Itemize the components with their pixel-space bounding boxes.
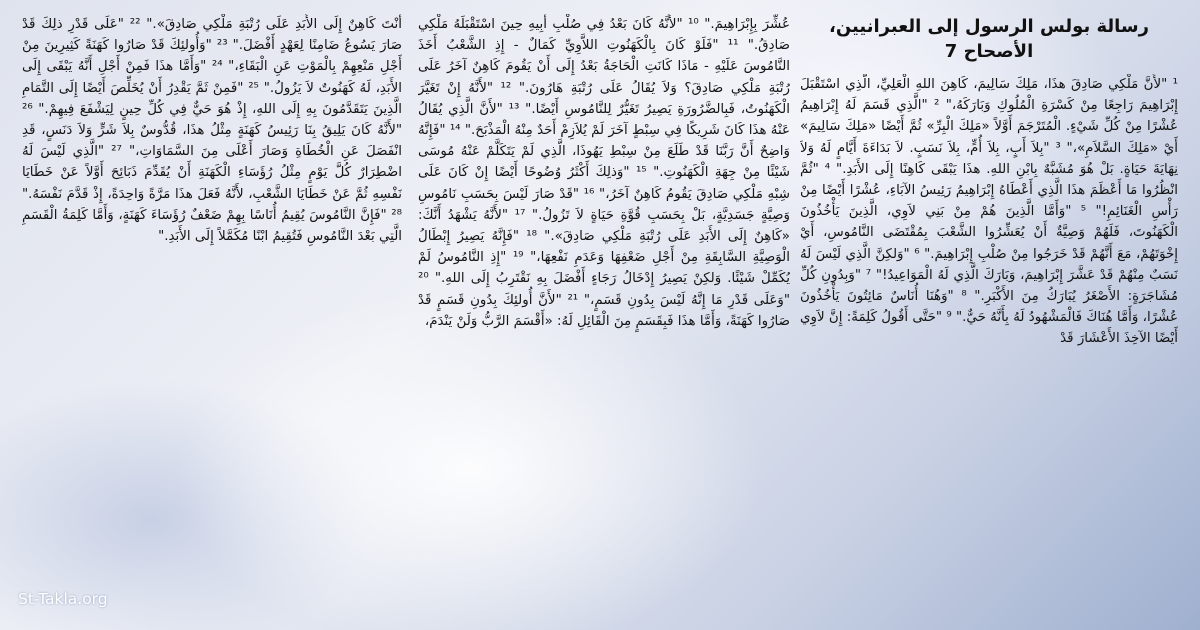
column-left-text: أَنْتَ كَاهِنٌ إِلَى الأَبَدِ عَلَى رُتْبَةِ مَلْكِي صَادِقَ»." ²² "عَلَى قَدْرِ ذلِكَ قَدْ صَارَ يَسُوعُ ضَامِنًا لِعَهْدٍ أَفْضَلَ." ²³ "وَأُولئِكَ قَدْ صَارُوا كَهَنَةً كَثِيرِينَ مِنْ أَجْلِ مَنْعِهِمْ بِالْمَوْتِ عَنِ الْبَقَاءِ،" ²⁴ "وَأَمَّا هذَا فَمِنْ أَجْلِ أَنَّهُ يَبْقَى إِلَى الأَبَدِ، لَهُ كَهَنُوتٌ لاَ يَزُولُ." ²⁵ "فَمِنْ ثَمَّ يَقْدِرُ أَنْ يُخَلِّصَ أَيْضًا إِلَى التَّمَامِ الَّذِينَ يَتَقَدَّمُونَ بِهِ إِلَى اللهِ، إِذْ هُوَ حَيٌّ فِي كُلِّ حِينٍ لِيَشْفَعَ فِيهِمْ." ²⁶ "لأَنَّهُ كَانَ يَلِيقُ بِنَا رَئِيسُ كَهَنَةٍ مِثْلُ هذَا، قُدُّوسٌ بِلاَ شَرٍّ وَلاَ دَنَسٍ، قَدِ انْفَصَلَ عَنِ الْخُطَاةِ وَصَارَ أَعْلَى مِنَ السَّمَاوَاتِ،" ²⁷ "الَّذِي لَيْسَ لَهُ اضْطِرَارٌ كُلَّ يَوْمٍ مِثْلُ رُؤَسَاءِ الْكَهَنَةِ أَنْ يُقَدِّمَ ذَبَائِحَ أَوَّلاً عَنْ خَطَايَا نَفْسِهِ ثُمَّ عَنْ خَطَايَا الشَّعْبِ، لأَنَّهُ فَعَلَ هذَا مَرَّةً وَاحِدَةً، إِذْ قَدَّمَ نَفْسَهُ." ²⁸ "فَإِنَّ النَّامُوسَ يُقِيمُ أُنَاسًا بِهِمْ ضَعْفٌ رُؤَسَاءَ كَهَنَةٍ، وَأَمَّا كَلِمَةُ الْقَسَمِ الَّتِي بَعْدَ النَّامُوسِ فَتُقِيمُ ابْنًا مُكَمَّلاً إِلَى الأَبَدِ." — [22, 17, 402, 245]
column-right — [800, 14, 1178, 564]
watermark-brand: St-Takla.org — [18, 590, 108, 608]
column-left — [22, 14, 402, 484]
column-middle-text: عُشِّرَ بِإِبْرَاهِيمَ." ¹⁰ "لأَنَّهُ كَانَ بَعْدُ فِي صُلْبِ أَبِيهِ حِينَ اسْتَقْبَلَهُ مَلْكِي صَادِقُ." ¹¹ "فَلَوْ كَانَ بِالْكَهَنُوتِ اللاَّوِيِّ كَمَالٌ - إِذِ الشَّعْبُ أَخَذَ النَّامُوسَ عَلَيْهِ - مَاذَا كَانَتِ الْحَاجَةُ بَعْدُ إِلَى أَنْ يَقُومَ كَاهِنٌ آخَرُ عَلَى رُتْبَةِ مَلْكِي صَادِقَ؟ وَلاَ يُقَالُ عَلَى رُتْبَةِ هَارُونَ." ¹² "لأَنَّهُ إِنْ تَغَيَّرَ الْكَهَنُوتُ، فَبِالضَّرُورَةِ يَصِيرُ تَغَيُّرٌ لِلنَّامُوسِ أَيْضًا." ¹³ "لأَنَّ الَّذِي يُقَالُ عَنْهُ هذَا كَانَ شَرِيكًا فِي سِبْطٍ آخَرَ لَمْ يُلاَزِمْ أَحَدٌ مِنْهُ الْمَذْبَحَ." ¹⁴ "فَإِنَّهُ وَاضِحٌ أَنَّ رَبَّنَا قَدْ طَلَعَ مِنْ سِبْطِ يَهُوذَا، الَّذِي لَمْ يَتَكَلَّمْ عَنْهُ مُوسَى شَيْئًا مِنْ جِهَةِ الْكَهَنُوتِ." ¹⁵ "وَذلِكَ أَكْثَرُ وُضُوحًا أَيْضًا إِنْ كَانَ عَلَى شِبْهِ مَلْكِي صَادِقَ يَقُومُ كَاهِنٌ آخَرُ،" ¹⁶ "قَدْ صَارَ لَيْسَ بِحَسَبِ نَامُوسِ وَصِيَّةٍ جَسَدِيَّةٍ، بَلْ بِحَسَبِ قُوَّةِ حَيَاةٍ لاَ تَزُولُ." ¹⁷ "لأَنَّهُ يَشْهَدُ أَنَّكَ: «كَاهِنٌ إِلَى الأَبَدِ عَلَى رُتْبَةِ مَلْكِي صَادِقَ»." ¹⁸ "فَإِنَّهُ يَصِيرُ إِبْطَالُ الْوَصِيَّةِ السَّابِقَةِ مِنْ أَجْلِ ضَعْفِهَا وَعَدَمِ نَفْعِهَا،" ¹⁹ "إِذِ النَّامُوسُ لَمْ يُكَمِّلْ شَيْئًا. وَلكِنْ يَصِيرُ إِدْخَالُ رَجَاءٍ أَفْضَلَ بِهِ نَقْتَرِبُ إِلَى اللهِ." ²⁰ "وَعَلَى قَدْرِ مَا إِنَّهُ لَيْسَ بِدُونِ قَسَمٍ،" ²¹ "لأَنَّ أُولئِكَ بِدُونِ قَسَمٍ قَدْ صَارُوا كَهَنَةً، وَأَمَّا هذَا فَبِقَسَمٍ مِنَ الْقَائِلِ لَهُ: «أَقْسَمَ الرَّبُّ وَلَنْ يَنْدَمَ، — [418, 17, 790, 329]
chapter-title: رسالة بولس الرسول إلى العبرانيين، الأصحاح 7 — [829, 16, 1149, 62]
column-middle — [418, 14, 790, 619]
column-right-text: ¹ "لأَنَّ مَلْكِي صَادِقَ هذَا، مَلِكَ سَالِيمَ، كَاهِنَ اللهِ الْعَلِيِّ، الَّذِي اسْتَقْبَلَ إِبْرَاهِيمَ رَاجِعًا مِنْ كَسْرَةِ الْمُلُوكِ وَبَارَكَهُ،" ² "الَّذِي قَسَمَ لَهُ إِبْرَاهِيمُ عُشْرًا مِنْ كُلِّ شَيْءٍ. الْمُتَرْجَمَ أَوَّلاً «مَلِكَ الْبِرِّ» ثُمَّ أَيْضًا «مَلِكَ سَالِيمَ» أَيْ «مَلِكَ السَّلاَمِ»،" ³ "بِلاَ أَبٍ، بِلاَ أُمٍّ، بِلاَ نَسَبٍ. لاَ بَدَاءَةَ أَيَّامٍ لَهُ وَلاَ نِهَايَةَ حَيَاةٍ. بَلْ هُوَ مُشَبَّهٌ بِابْنِ اللهِ. هذَا يَبْقَى كَاهِنًا إِلَى الأَبَدِ." ⁴ "ثُمَّ انْظُرُوا مَا أَعْظَمَ هذَا الَّذِي أَعْطَاهُ إِبْرَاهِيمُ رَئِيسُ الآبَاءِ، عُشْرًا أَيْضًا مِنْ رَأْسِ الْغَنَائِمِ!" ⁵ "وَأَمَّا الَّذِينَ هُمْ مِنْ بَنِي لاَوِي، الَّذِينَ يَأْخُذُونَ الْكَهَنُوتَ، فَلَهُمْ وَصِيَّةٌ أَنْ يُعَشِّرُوا الشَّعْبَ بِمُقْتَضَى النَّامُوسِ، أَيْ إِخْوَتَهُمْ، مَعَ أَنَّهُمْ قَدْ خَرَجُوا مِنْ صُلْبِ إِبْرَاهِيمَ." ⁶ "وَلكِنَّ الَّذِي لَيْسَ لَهُ نَسَبٌ مِنْهُمْ قَدْ عَشَّرَ إِبْرَاهِيمَ، وَبَارَكَ الَّذِي لَهُ الْمَوَاعِيدُ!" ⁷ "وَبِدُونِ كُلِّ مُشَاجَرَةٍ: الأَصْغَرُ يُبَارَكُ مِنَ الأَكْبَرِ." ⁸ "وَهُنَا أُنَاسٌ مَائِتُونَ يَأْخُذُونَ عُشْرًا، وَأَمَّا هُنَاكَ فَالْمَشْهُودُ لَهُ بِأَنَّهُ حَيٌّ." ⁹ "حَتَّى أَقُولُ كَلِمَةً: إِنَّ لاَوِي أَيْضًا الآخِذَ الأَعْشَارَ قَدْ — [800, 77, 1178, 347]
